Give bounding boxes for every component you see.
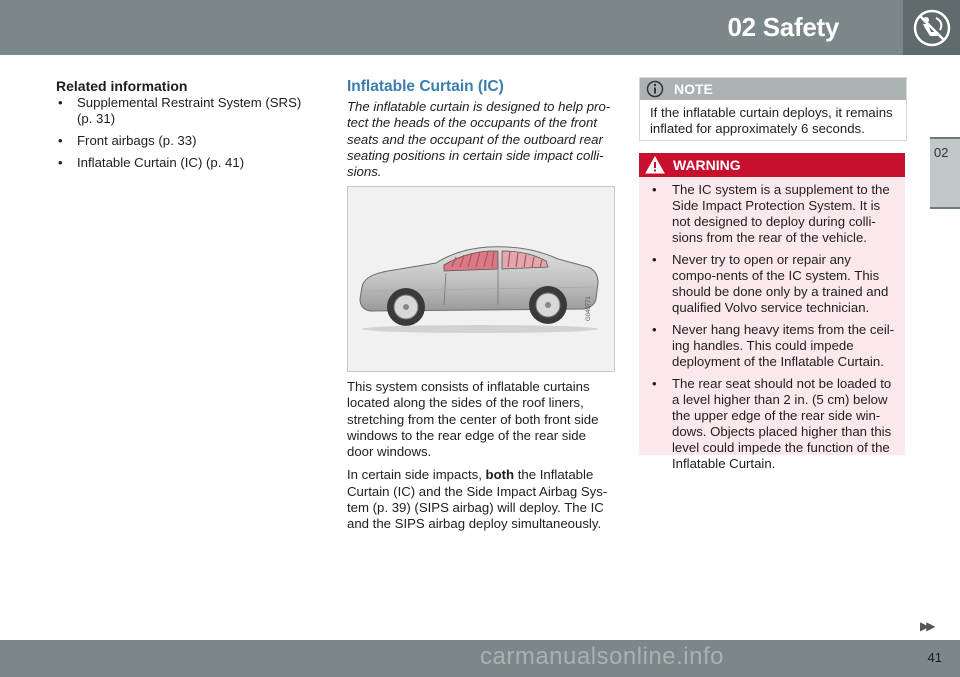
airbag-off-icon — [912, 8, 952, 48]
paragraph-2-start: In certain side impacts, — [347, 467, 486, 483]
watermark: carmanualsonline.info — [480, 643, 724, 670]
next-page-arrows-icon[interactable]: ▶▶ — [920, 619, 933, 633]
related-heading: Related information — [56, 78, 188, 94]
info-icon — [646, 80, 664, 98]
chapter-tab-label: 02 — [934, 145, 949, 160]
warning-item: • The IC system is a supplement to the Side Impact Protection System. It is not designed to deploy during colli-sions from the rear of the vehicle. — [639, 182, 905, 246]
main-section — [347, 78, 615, 180]
page-title: 02 Safety — [727, 12, 839, 42]
related-link[interactable]: • Inflatable Curtain (IC) (p. 41) — [56, 155, 308, 171]
warning-label: WARNING — [673, 157, 741, 173]
paragraph-2-bold: both — [485, 467, 515, 483]
paragraph-2 — [347, 467, 615, 532]
note-header — [640, 78, 906, 100]
paragraph-1: This system consists of inflatable curtains located along the sides of the roof liners, stretching from the center of both front side windows to the rear edge of the rear side door windows. — [347, 379, 599, 460]
warning-item: • The rear seat should not be loaded to a level higher than 2 in. (5 cm) below the upper edge of the rear side win-dows. Objects placed higher than this level could impede the function of the Inflatable Curtain. — [639, 376, 905, 472]
warning-box — [639, 153, 905, 471]
related-link[interactable]: • Front airbags (p. 33) — [56, 133, 308, 149]
note-label: NOTE — [674, 81, 713, 97]
related-list — [56, 95, 308, 171]
related-link[interactable]: • Supplemental Restraint System (SRS) (p. 31) — [56, 95, 308, 127]
car-side-view-image — [348, 187, 614, 371]
related-information — [56, 78, 308, 177]
header-icon-box — [903, 0, 960, 55]
warning-list — [639, 182, 905, 472]
page-number: 41 — [927, 650, 942, 665]
note-text: If the inflatable curtain deploys, it remains inflated for approximately 6 seconds. — [650, 105, 893, 136]
car-illustration — [347, 186, 615, 372]
intro-text: The inflatable curtain is designed to help pro-tect the heads of the occupants of the front seats and the occupant of the outboard rear seating positions in certain side impact colli-sions. — [347, 99, 611, 180]
warning-header — [639, 153, 905, 177]
warning-item: • Never try to open or repair any compo-nents of the IC system. This should be done only by a trained and qualified Volvo service technician. — [639, 252, 905, 316]
paragraph-2-end: the Inflatable Curtain (IC) and the Side Impact Airbag Sys-tem (p. 39) (SIPS airbag) will deploy. The IC and the SIPS airbag deploy simultaneously. — [347, 467, 608, 532]
section-title: Inflatable Curtain (IC) — [347, 78, 504, 95]
header-bar — [0, 0, 903, 55]
warning-item: • Never hang heavy items from the ceil-ing handles. This could impede deployment of the Inflatable Curtain. — [639, 322, 905, 370]
body-text — [347, 379, 615, 540]
warning-triangle-icon — [645, 156, 665, 174]
figure-code: G040771 — [586, 296, 592, 321]
chapter-tab[interactable] — [930, 137, 960, 209]
note-box — [639, 77, 907, 141]
